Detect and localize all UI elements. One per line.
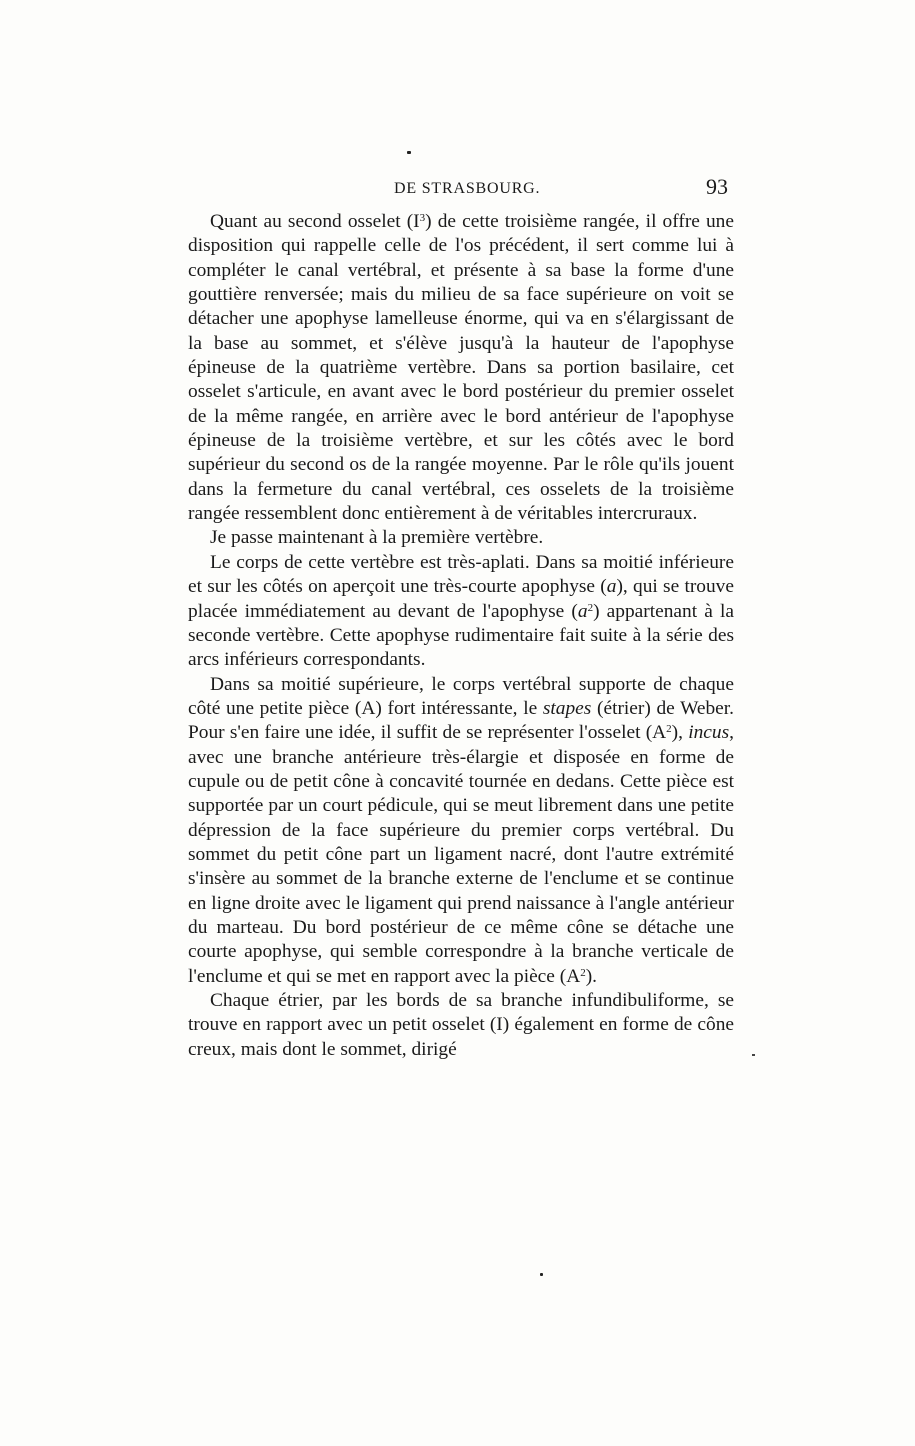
paragraph: Dans sa moitié supérieure, le corps vertébral supporte de chaque côté une petite pièce (A) fort intéressante, le stapes (étrier) de Weber. Pour s'en faire une idée, il suffit de se représenter l'osselet $(A^2)$, incus, avec une branche antérieure très-élargie et disposée en forme de cupule ou de petit cône à concavité tournée en dedans. Cette pièce est supportée par un court pédicule, qui se meut librement dans une petite dépression de la face supérieure du premier corps vertébral. Du sommet du petit cône part un ligament nacré, dont l'autre extrémité s'insère au sommet de la branche externe de l'enclume et se continue en ligne droite avec le ligament qui prend naissance à l'angle antérieur du marteau. Du bord postérieur de ce même cône se détache une courte apophyse, qui semble correspondre à la branche verticale de l'enclume et qui se met en rapport avec la pièce $(A^2)$. [188, 673, 734, 987]
paragraph: Je passe maintenant à la première vertèbre. [210, 527, 544, 549]
paragraph: Chaque étrier, par les bords de sa branche infundibuliforme, se trouve en rapport avec un petit osselet (I) également en forme de cône creux, mais dont le sommet, dirigé [188, 990, 734, 1060]
ink-speck [407, 151, 411, 154]
paragraph: Quant au second osselet $(I^3)$ de cette troisième rangée, il offre une disposition qui rappelle celle de l'os précédent, il sert comme lui à compléter le canal vertébral, et présente à sa base la forme d'une gouttière renversée; mais du milieu de sa face supérieure on voit se détacher une apophyse lamelleuse énorme, qui va en s'élargissant de la base au sommet, et s'élève jusqu'à la hauteur de l'apophyse épineuse de la quatrième vertèbre. Dans sa portion basilaire, cet osselet s'articule, en avant avec le bord postérieur du premier osselet de la même rangée, en arrière avec le bord antérieur de l'apophyse épineuse de la troisième vertèbre, et sur les côtés avec le bord supérieur du second os de la rangée moyenne. Par le rôle qu'ils jouent dans la fermeture du canal vertébral, ces osselets de la troisième rangée ressemblent donc entièrement à de véritables intercruraux. [188, 211, 734, 525]
body-text [188, 210, 734, 1062]
page-number: 93 [706, 174, 728, 199]
paragraph: Le corps de cette vertèbre est très-aplati. Dans sa moitié inférieure et sur les côtés on aperçoit une très-courte apophyse (a), qui se trouve placée immédiatement au devant de l'apophyse $(a^2)$ appartenant à la seconde vertèbre. Cette apophyse rudimentaire fait suite à la série des arcs inférieurs correspondants. [188, 551, 734, 671]
margin-mark [752, 1054, 755, 1056]
ink-speck [540, 1273, 543, 1276]
running-head: DE STRASBOURG. [394, 180, 541, 197]
